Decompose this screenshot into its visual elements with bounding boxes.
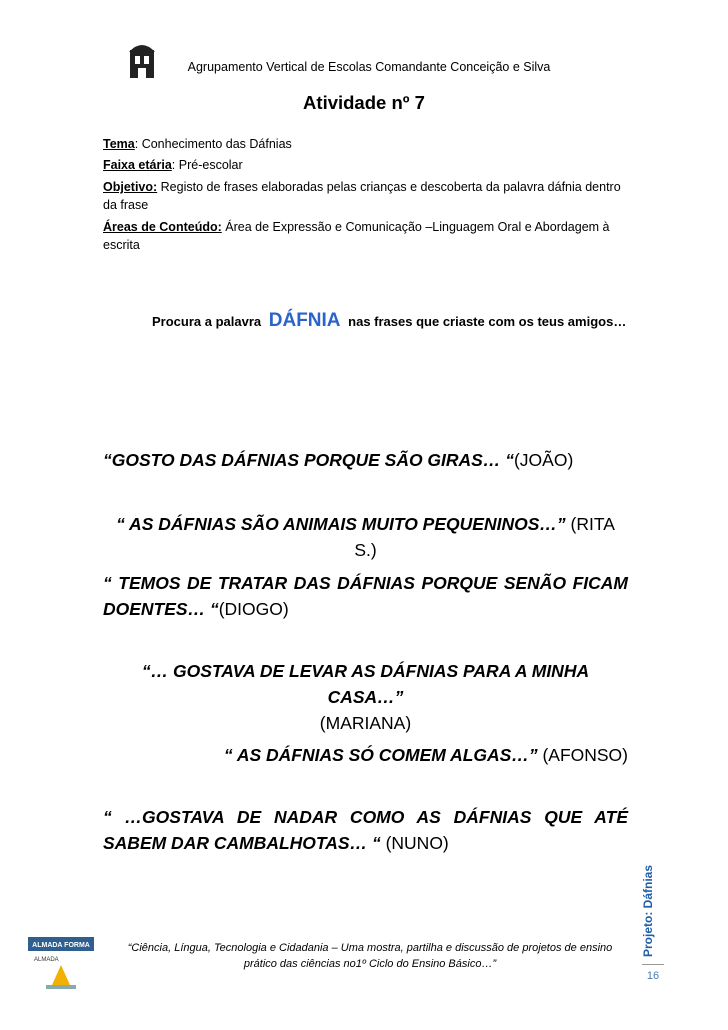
quote-author: (DIOGO) [218,599,289,619]
instruction-before: Procura a palavra [152,314,262,329]
side-label-text: Projeto: Dáfnias [641,864,655,958]
meta-key: Tema [103,137,135,151]
meta-tema [103,135,628,153]
quote-diogo [103,570,628,622]
quote-author: (MARIANA) [319,713,412,733]
quote-author: (RITA S.) [354,514,615,560]
meta-value: Registo de frases elaboradas pelas crianças e descoberta da palavra dáfnia dentro da frase [103,180,621,212]
quote-text: “ AS DÁFNIAS SÃO ANIMAIS MUITO PEQUENINOS…” [116,514,566,534]
footer-line1: “Ciência, Língua, Tecnologia e Cidadania – Uma mostra, partilha e discussão de projetos de ensino [127,942,613,954]
quote-joao [103,447,628,473]
footer-caption [110,940,630,972]
quote-nuno [103,804,628,856]
quote-text: “ …GOSTAVA DE NADAR COMO AS DÁFNIAS QUE ATÉ SABEM DAR CAMBALHOTAS… “ [103,807,628,853]
quote-author: (AFONSO) [537,745,628,765]
meta-key: Objetivo: [103,180,158,194]
badge-sub: ALMADA [34,957,59,963]
meta-sep: : [171,158,176,172]
almada-forma-logo [28,935,94,995]
meta-key: Faixa etária [103,158,172,172]
footer-line2: prático das ciências no1º Ciclo do Ensino Básico…” [243,958,497,970]
quote-author: (NUNO) [380,833,449,853]
page-number: 16 [646,970,660,982]
quote-text: “… GOSTAVA DE LEVAR AS DÁFNIAS PARA A MINHA CASA…” [141,661,590,707]
quote-rita [103,511,628,563]
meta-objetivo [103,178,628,214]
quote-author: (JOÃO) [513,450,574,470]
instruction [152,310,626,332]
meta-sep: : [134,137,139,151]
meta-value: Pré-escolar [175,158,243,172]
quote-afonso [103,742,628,768]
school-name: Agrupamento Vertical de Escolas Comandante Conceição e Silva [187,60,551,74]
divider [642,964,664,965]
quote-text: “ AS DÁFNIAS SÓ COMEM ALGAS…” [223,745,538,765]
side-project-label [637,866,659,956]
meta-faixa [103,156,628,174]
page-title: Atividade nº 7 [303,92,425,113]
meta-value: Conhecimento das Dáfnias [138,137,292,151]
quote-text: “ TEMOS DE TRATAR DAS DÁFNIAS PORQUE SENÃO FICAM DOENTES… “ [103,573,628,619]
quote-text: “GOSTO DAS DÁFNIAS PORQUE SÃO GIRAS… “ [103,450,514,470]
instruction-word: DÁFNIA [268,310,341,331]
quote-mariana [103,658,628,736]
instruction-after: nas frases que criaste com os teus amigos… [348,314,627,329]
meta-areas [103,218,628,254]
badge-text: ALMADA FORMA [32,942,90,949]
meta-value: Área de Expressão e Comunicação –Linguagem Oral e Abordagem à escrita [103,220,610,252]
meta-key: Áreas de Conteúdo: [103,220,222,234]
